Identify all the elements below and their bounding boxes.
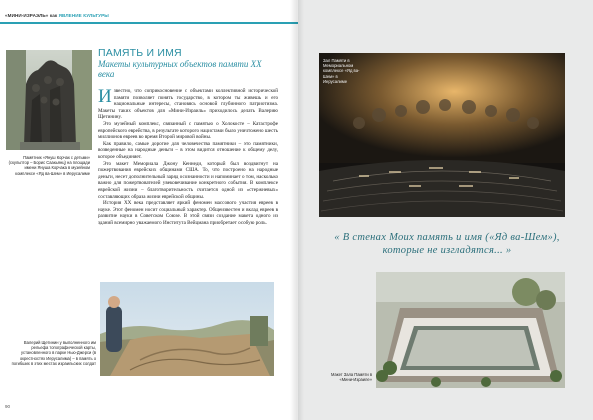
paragraph (98, 88, 278, 121)
article-title: ПАМЯТЬ И ИМЯ (98, 47, 182, 59)
article-body (98, 88, 278, 226)
paragraph: Как правило, самые дорогие для человечества памятники – это памятники, возведенные на народные деньги – в этом видится отношение к общему делу, которое объединяет. (98, 140, 278, 160)
caption-hall: Зал Памяти в Мемориальном комплексе «Яд ва-Шем» в Иерусалиме (323, 58, 360, 84)
model-photo (376, 272, 565, 388)
spine-shadow (290, 0, 304, 420)
running-head-right: ЯВЛЕНИЕ КУЛЬТУРЫ (58, 13, 109, 18)
monument-photo (6, 50, 92, 150)
paragraph-text: звестно, что соприкосновение с объектами коллективной исторической памяти позволяет понять государство, в котором ты живешь и его национальные интересы, становясь основой глубинного патриотизма. Макеты таких объектов для «Мини-Израиль» приходилось делать Валерию Щетинину. (98, 88, 278, 121)
model-photo-image (376, 272, 565, 388)
shchetinin-photo (100, 282, 274, 376)
right-page (298, 0, 593, 420)
running-head (5, 13, 109, 18)
hall-photo (319, 53, 565, 217)
shchetinin-photo-image (100, 282, 274, 376)
article-subtitle: Макеты культурных объектов памяти XX века (98, 59, 262, 79)
pull-quote: « В стенах Моих память и имя («Яд ва-Шем»), которые не изгладятся... » (334, 232, 560, 256)
drop-cap: И (98, 86, 112, 107)
paragraph: Это музейный комплекс, связанный с памятью о Холокосте – Катастрофе европейского еврейства, в результате которого нацистами было уничтожено шесть миллионов евреев во время Второй мировой войны. (98, 120, 278, 141)
caption-shchetinin: Валерий Щетинин у выполненного им рельефа топографической карты, установленного в парке Нью-Джерси (в окрестностях Иерусалима) – в память о погибших в этих местах израильских солдат (11, 340, 96, 366)
header-rule (0, 22, 298, 24)
page-number: 90 (5, 404, 11, 409)
caption-model: Макет Зала Памяти в «Мини-Израиле» (331, 372, 372, 383)
monument-photo-image (6, 50, 92, 150)
caption-monument: Памятник «Януш Корчак с детьми» (скульптор – Борис Саакьянц) на площади имени Януша Корчака в музейном комплексе «Яд ва-Шем» в Иерусалиме (8, 155, 90, 176)
running-head-left: «МИНИ-ИЗРАЭЛЬ» как (5, 13, 59, 18)
paragraph: История XX века представляет яркий феномен массового участия евреев в науке. Этот феномен носит социальный характер. Общеизвестен и вклад евреев в развитие науки в Советском Союзе. В этой связи создание макета одного из зданий всемирно уважаемого Института Вейцмана приобретает особую роль. (98, 200, 278, 226)
paragraph: Это макет Мемориала Джону Кеннеди, который был воздвигнут на пожертвования еврейских общинами США. То, что построено на народные деньги, несет дополнительный заряд осознанности и напоминает о том, насколько важно для пожертвователей увековечивание конкретного события. В комплексе еврейской жизни – благотворительность считается одной из «стержневых» составляющих образа жизни еврейской общины. (98, 160, 278, 200)
